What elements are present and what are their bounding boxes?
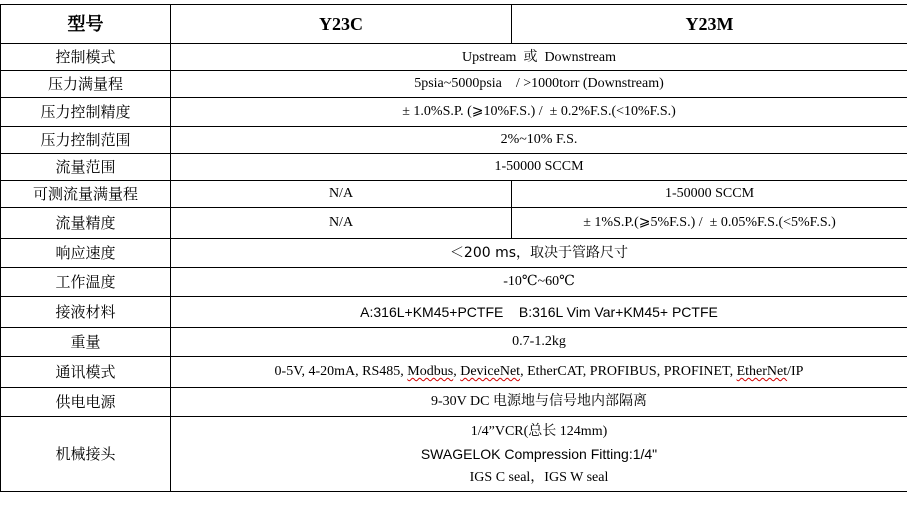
- row-label: 机械接头: [1, 417, 171, 492]
- row-flow-range: [1, 154, 907, 181]
- row-power-supply: [1, 388, 907, 417]
- row-weight: [1, 328, 907, 357]
- row-control-mode: [1, 44, 907, 71]
- row-label: 压力控制精度: [1, 98, 171, 127]
- row-label: 流量范围: [1, 154, 171, 181]
- control-mode-value: [171, 44, 907, 71]
- communication-value: [171, 357, 907, 388]
- flow-accuracy-y23m: ± 1%S.P.(⩾5%F.S.) / ± 0.05%F.S.(<5%F.S.): [512, 208, 907, 239]
- pressure-accuracy-value: ± 1.0%S.P. (⩾10%F.S.) / ± 0.2%F.S.(<10%F.S.): [171, 98, 907, 127]
- downstream-text: Downstream: [544, 49, 616, 65]
- row-label: 通讯模式: [1, 357, 171, 388]
- flow-range-value: 1-50000 SCCM: [171, 154, 907, 181]
- row-pressure-control-range: [1, 127, 907, 154]
- power-supply-value: 9-30V DC 电源地与信号地内部隔离: [171, 388, 907, 417]
- row-operating-temp: [1, 268, 907, 297]
- measurable-flow-y23m: 1-50000 SCCM: [512, 181, 907, 208]
- row-pressure-range: [1, 71, 907, 98]
- measurable-flow-y23c: N/A: [171, 181, 512, 208]
- comm-text: 0-5V, 4-20mA, RS485,: [274, 364, 408, 379]
- row-label: 供电电源: [1, 388, 171, 417]
- row-label: 响应速度: [1, 239, 171, 268]
- model-label: 型号: [1, 5, 171, 44]
- mechanical-line-2: SWAGELOK Compression Fitting:1/4": [420, 445, 658, 462]
- row-label: 流量精度: [1, 208, 171, 239]
- wetted-material-value: A:316L+KM45+PCTFE B:316L Vim Var+KM45+ PCTFE: [171, 297, 907, 328]
- weight-value: 0.7-1.2kg: [171, 328, 907, 357]
- comm-modbus: Modbus: [407, 364, 454, 379]
- row-wetted-material: [1, 297, 907, 328]
- col-header-y23c: Y23C: [171, 5, 512, 44]
- header-row: [1, 5, 907, 44]
- row-label: 重量: [1, 328, 171, 357]
- mechanical-value: [171, 417, 907, 492]
- row-flow-accuracy: [1, 208, 907, 239]
- spec-table: [0, 4, 907, 492]
- comm-devicenet: DeviceNet: [460, 364, 521, 379]
- row-label: 工作温度: [1, 268, 171, 297]
- or-text: 或: [523, 48, 538, 65]
- pressure-control-range-value: 2%~10% F.S.: [171, 127, 907, 154]
- row-measurable-flow: [1, 181, 907, 208]
- row-label: 压力控制范围: [1, 127, 171, 154]
- row-mechanical: [1, 417, 907, 492]
- row-label: 压力满量程: [1, 71, 171, 98]
- row-label: 控制模式: [1, 44, 171, 71]
- row-label: 可测流量满量程: [1, 181, 171, 208]
- row-pressure-accuracy: [1, 98, 907, 127]
- mechanical-line-3: IGS C seal，IGS W seal: [469, 469, 609, 485]
- flow-accuracy-y23c: N/A: [171, 208, 512, 239]
- comm-text: ,: [453, 364, 461, 379]
- comm-text: /IP: [787, 364, 804, 379]
- pressure-range-value: 5psia~5000psia / >1000torr (Downstream): [171, 71, 907, 98]
- col-header-y23m: Y23M: [512, 5, 907, 44]
- response-speed-value: ＜200 ms，取决于管路尺寸: [171, 239, 907, 268]
- upstream-text: Upstream: [462, 49, 517, 65]
- row-communication: [1, 357, 907, 388]
- comm-ethernet: EtherNet: [736, 364, 788, 379]
- comm-text: , EtherCAT, PROFIBUS, PROFINET,: [520, 364, 737, 379]
- operating-temp-value: -10℃~60℃: [171, 268, 907, 297]
- mechanical-line-1: 1/4”VCR(总长 124mm): [470, 423, 608, 439]
- row-label: 接液材料: [1, 297, 171, 328]
- row-response-speed: [1, 239, 907, 268]
